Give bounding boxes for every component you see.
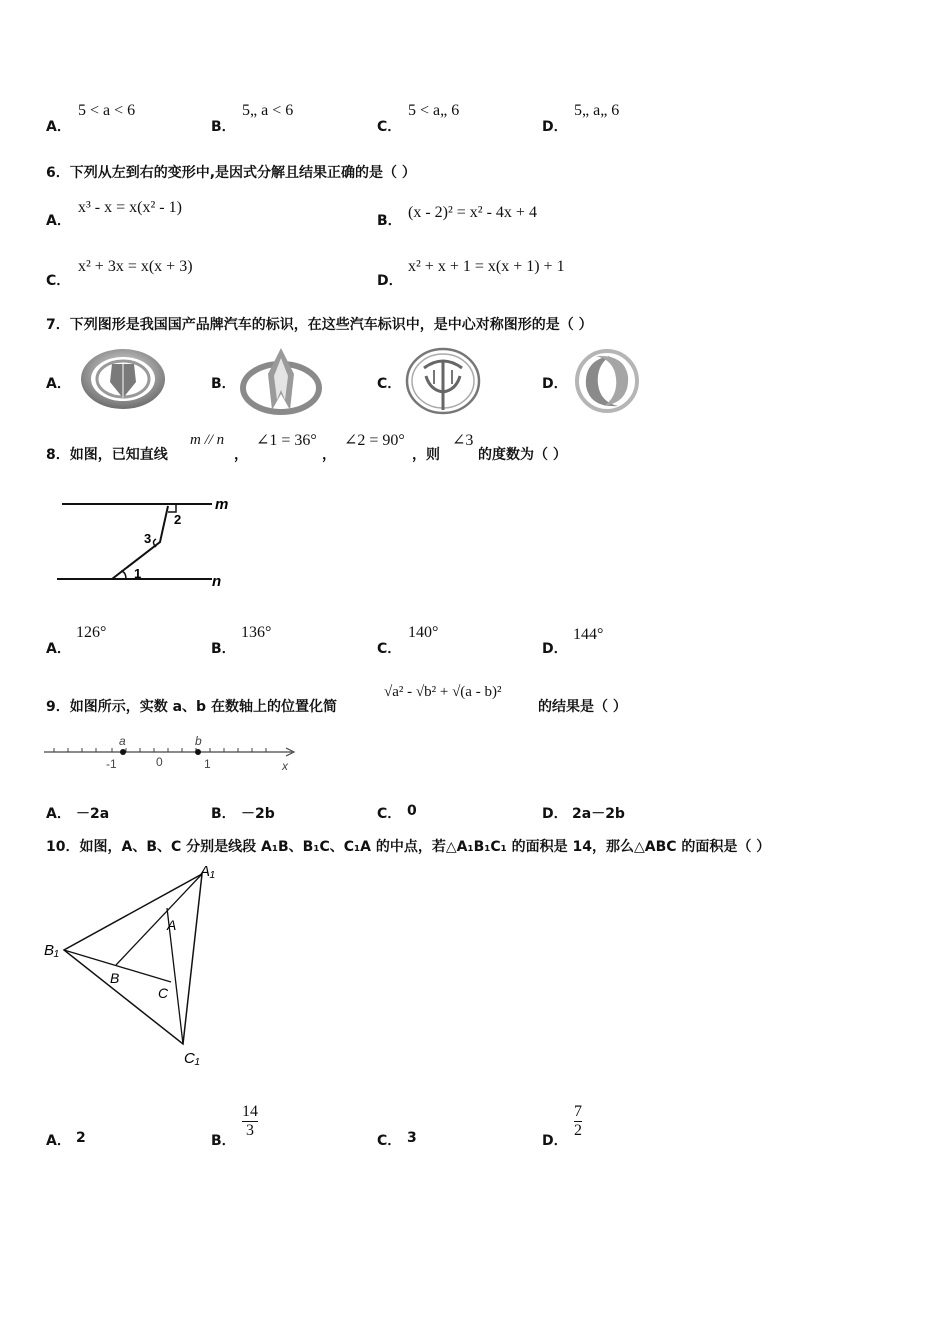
q6-option-a-expr: x³ - x = x(x² - 1) xyxy=(78,199,182,216)
q5-option-b-label: B． xyxy=(211,119,236,135)
q8-option-c-value: 140° xyxy=(408,624,439,641)
q5-option-a-expr: 5 < a < 6 xyxy=(78,102,136,119)
q10-triangle-figure xyxy=(40,862,230,1072)
q10-option-a-label: A． xyxy=(46,1133,71,1149)
q8-parallel-lines-figure xyxy=(52,490,252,590)
tick-label-neg1: -1 xyxy=(106,757,117,771)
hongqi-logo-icon xyxy=(404,346,482,416)
q9-option-c-value: 0 xyxy=(407,803,417,819)
q6-stem: 6．下列从左到右的变形中,是因式分解且结果正确的是（ ） xyxy=(46,165,416,181)
q10-option-a-value: 2 xyxy=(76,1130,86,1146)
label-m: m xyxy=(215,496,229,513)
label-angle1: 1 xyxy=(134,566,142,581)
q9-option-a-label: A． xyxy=(46,806,71,822)
q10-option-b-fraction xyxy=(242,1103,258,1140)
q5-option-d-expr: 5„ a„ 6 xyxy=(574,102,620,119)
q10-option-c-label: C． xyxy=(377,1133,402,1149)
q6-option-b-label: B． xyxy=(377,213,402,229)
q9-stem-after: 的结果是（ ） xyxy=(538,699,627,715)
q10-stem: 10．如图，A、B、C 分别是线段 A₁B、B₁C、C₁A 的中点，若△A₁B₁C₁ 的面积是 14，那么△ABC 的面积是（ ） xyxy=(46,839,771,855)
segment-a1b xyxy=(116,874,202,965)
q5-option-c-label: C． xyxy=(377,119,402,135)
label-B1: B₁ xyxy=(44,942,59,959)
q9-option-a-value: －2a xyxy=(76,806,110,822)
q5-option-b-expr: 5„ a < 6 xyxy=(242,102,294,119)
q7-option-a-label: A． xyxy=(46,376,71,392)
right-angle-mark xyxy=(168,504,176,512)
q8-angle2-expr: ∠2 = 90° xyxy=(344,432,405,449)
q9-stem-before: 9．如图所示，实数 a、b 在数轴上的位置化简 xyxy=(46,699,337,715)
q7-option-b-label: B． xyxy=(211,376,236,392)
q10-option-b-label: B． xyxy=(211,1133,236,1149)
q9-number-line xyxy=(44,732,300,776)
label-A1: A₁ xyxy=(200,863,215,880)
point-b xyxy=(195,749,201,755)
q8-option-a-label: A． xyxy=(46,641,71,657)
q6-option-a-label: A． xyxy=(46,213,71,229)
dongfeng-logo-icon xyxy=(574,346,640,416)
q8-option-d-value: 144° xyxy=(573,626,604,643)
q8-parallel-expr: m // n xyxy=(190,432,225,448)
q7-option-c-label: C． xyxy=(377,376,402,392)
q6-option-c-label: C． xyxy=(46,273,71,289)
label-A: A xyxy=(167,917,177,933)
q7-option-d-label: D． xyxy=(542,376,568,392)
q8-angle3-expr: ∠3 xyxy=(452,432,474,449)
tick-label-1: 1 xyxy=(204,757,211,771)
tick-label-0: 0 xyxy=(156,755,163,769)
label-b: b xyxy=(195,734,202,748)
q9-option-d-label: D． xyxy=(542,806,568,822)
q9-option-b-label: B． xyxy=(211,806,236,822)
q10-option-d-label: D． xyxy=(542,1133,568,1149)
q5-option-a-label: A． xyxy=(46,119,71,135)
q8-stem-part-1: 8．如图，已知直线 xyxy=(46,447,168,463)
label-n: n xyxy=(212,573,222,590)
q10-option-c-value: 3 xyxy=(407,1130,417,1146)
label-C: C xyxy=(158,985,169,1001)
q6-option-d-expr: x² + x + 1 = x(x + 1) + 1 xyxy=(408,258,565,275)
q5-option-c-expr: 5 < a„ 6 xyxy=(408,102,460,119)
q8-option-b-value: 136° xyxy=(241,624,272,641)
q8-stem-then: ，则 xyxy=(412,447,440,463)
q9-option-d-value: 2a－2b xyxy=(572,806,625,822)
q5-option-d-label: D． xyxy=(542,119,568,135)
q9-expression: √a² - √b² + √(a - b)² xyxy=(384,684,502,700)
q9-option-c-label: C． xyxy=(377,806,402,822)
label-a: a xyxy=(119,734,126,748)
label-C1: C₁ xyxy=(184,1050,200,1067)
point-a xyxy=(120,749,126,755)
q6-option-d-label: D． xyxy=(377,273,403,289)
great-wall-logo-icon xyxy=(78,346,168,412)
q10-option-d-numerator: 7 xyxy=(574,1103,582,1120)
geely-logo-icon xyxy=(240,344,322,416)
q8-stem-comma-2: ， xyxy=(322,447,336,463)
triangle-a1b1c1 xyxy=(64,874,202,1044)
q8-stem-comma-1: ， xyxy=(234,447,248,463)
label-B: B xyxy=(110,970,120,986)
q10-option-b-numerator: 14 xyxy=(242,1103,258,1120)
q8-stem-end: 的度数为（ ） xyxy=(478,447,567,463)
q7-stem: 7．下列图形是我国国产品牌汽车的标识，在这些汽车标识中，是中心对称图形的是（ ） xyxy=(46,317,593,333)
label-angle3: 3 xyxy=(144,531,152,546)
q8-option-d-label: D． xyxy=(542,641,568,657)
q8-option-c-label: C． xyxy=(377,641,402,657)
label-angle2: 2 xyxy=(174,512,182,527)
q8-option-b-label: B． xyxy=(211,641,236,657)
q9-option-b-value: －2b xyxy=(241,806,275,822)
q6-option-c-expr: x² + 3x = x(x + 3) xyxy=(78,258,193,275)
axis-label-x: x xyxy=(282,759,288,773)
q10-option-d-denominator: 2 xyxy=(574,1122,582,1139)
q8-option-a-value: 126° xyxy=(76,624,107,641)
q10-option-b-denominator: 3 xyxy=(246,1122,254,1139)
q10-option-d-fraction xyxy=(574,1103,582,1140)
q8-angle1-expr: ∠1 = 36° xyxy=(256,432,317,449)
q6-option-b-expr: (x - 2)² = x² - 4x + 4 xyxy=(408,204,537,221)
